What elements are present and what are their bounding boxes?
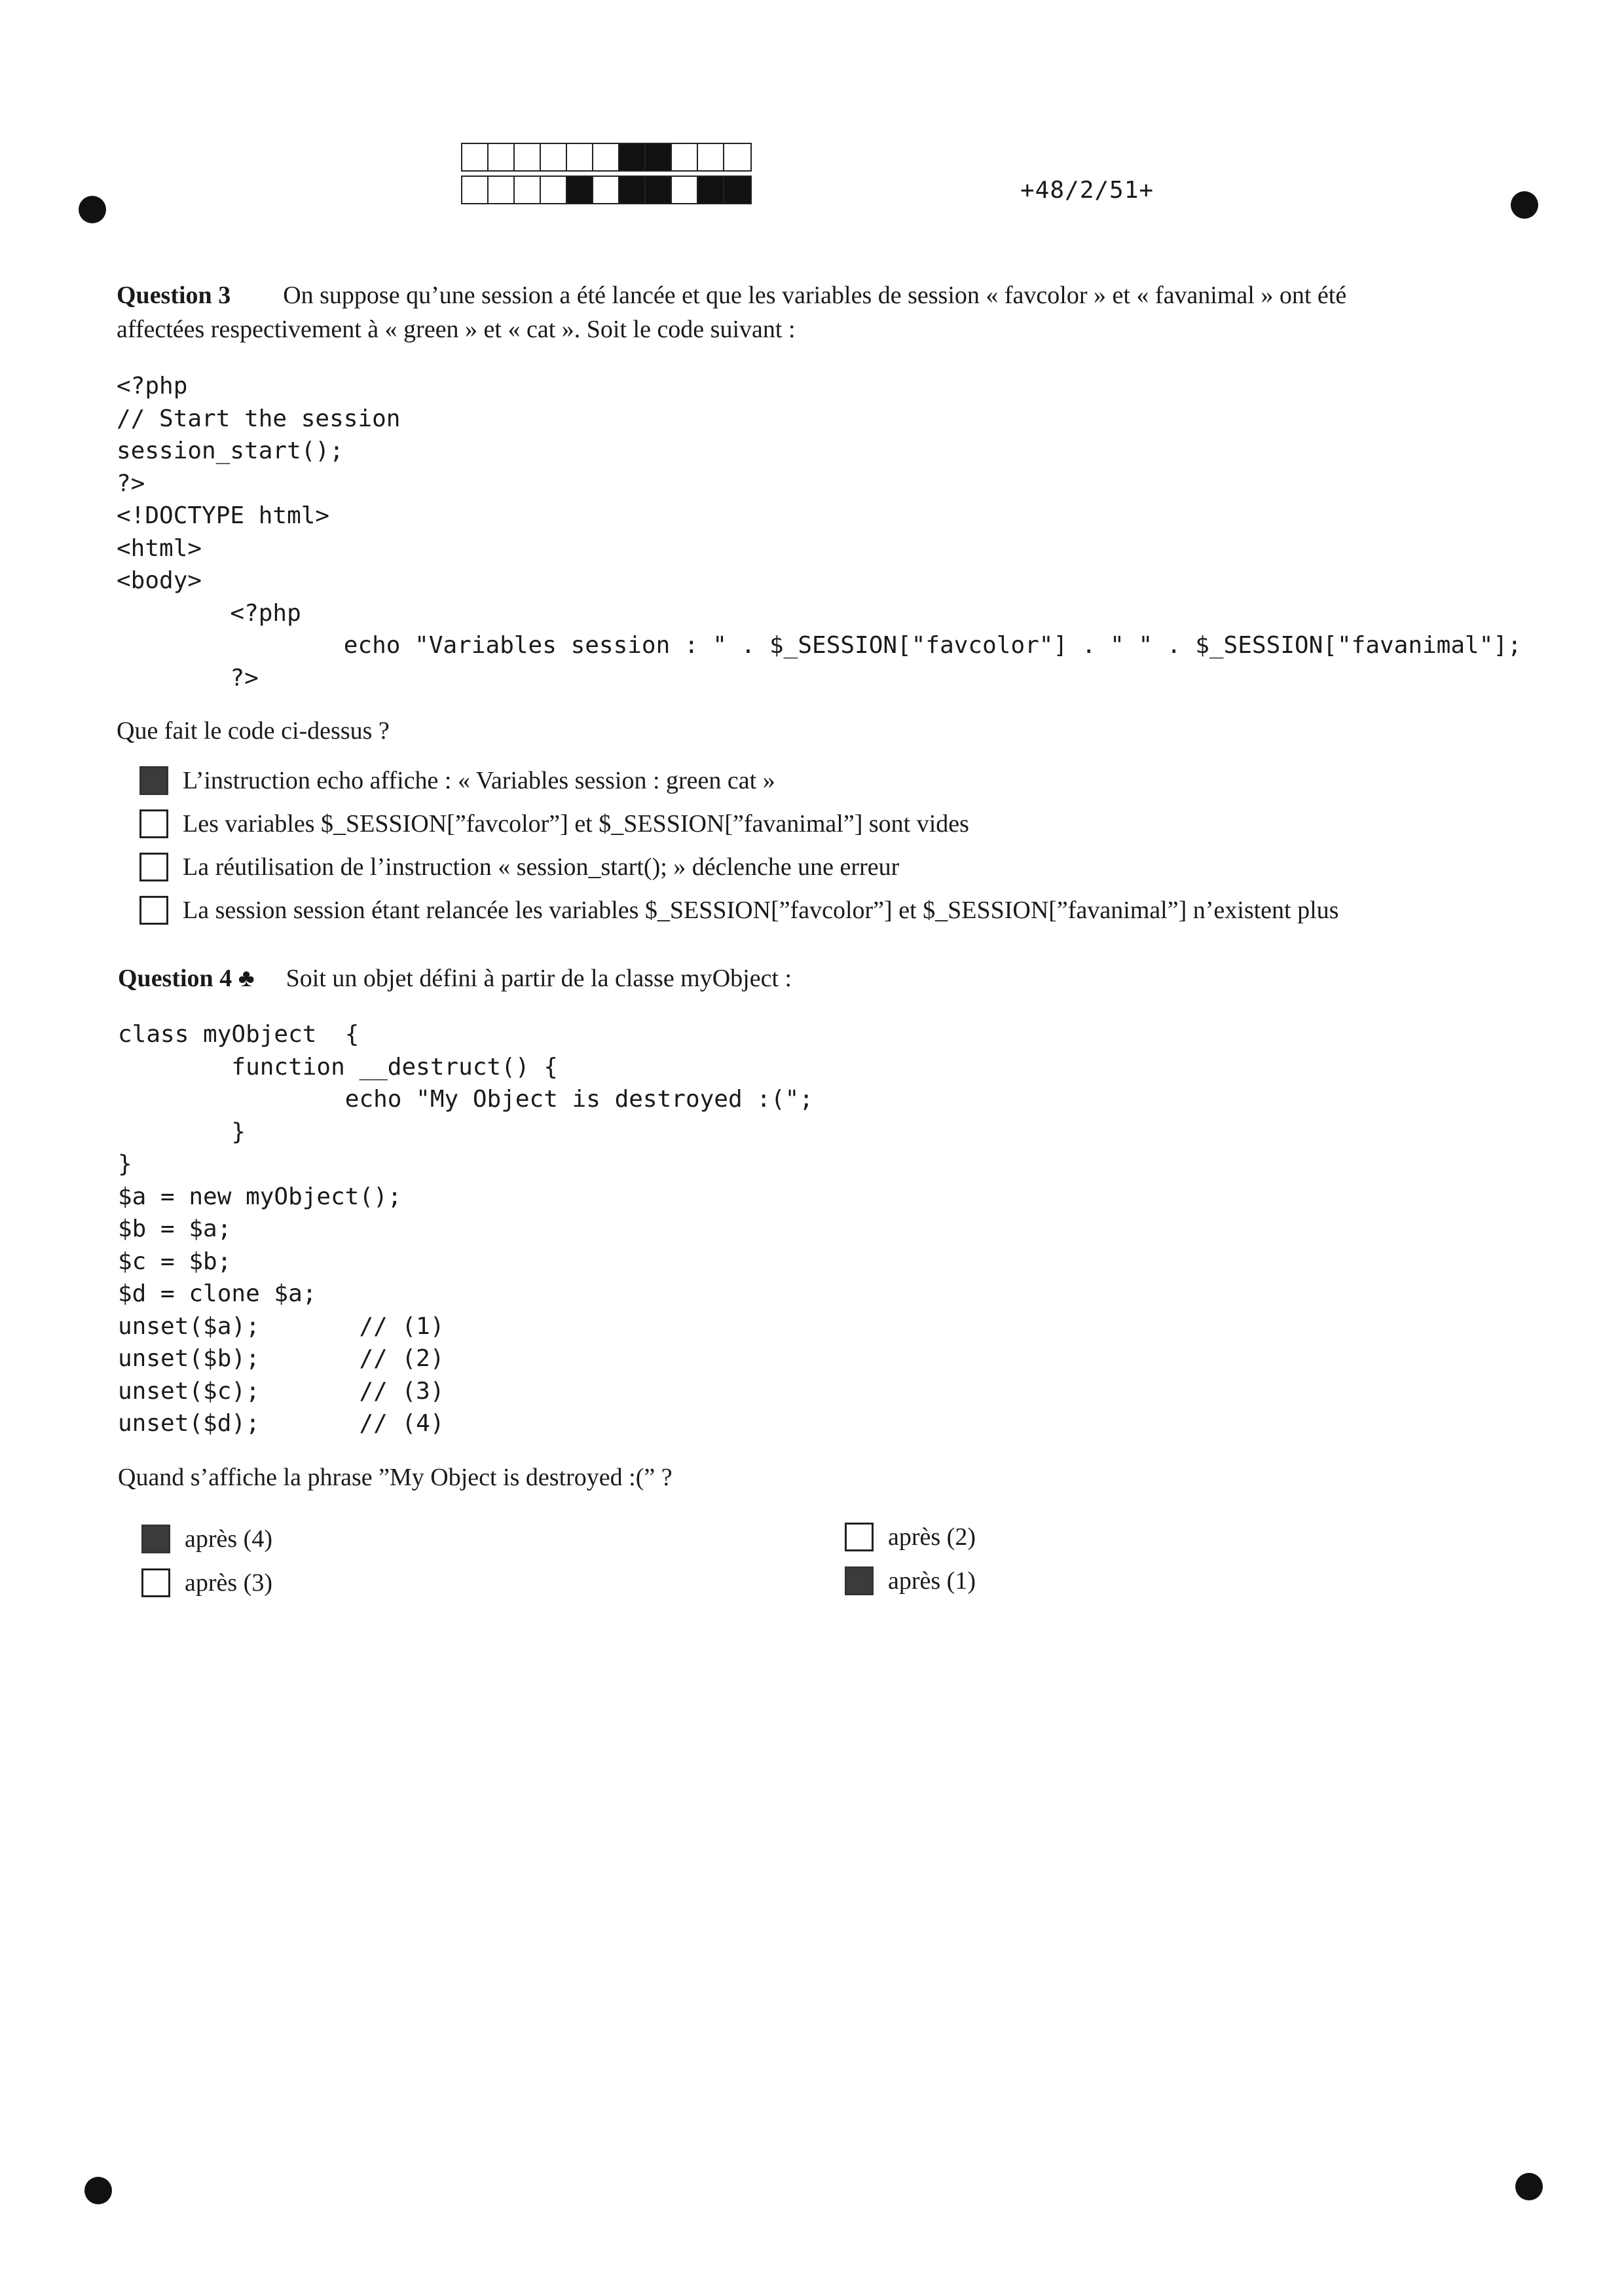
registration-mark [1515,2173,1543,2200]
code-cell [724,144,750,170]
choice-label: Les variables $_SESSION[”favcolor”] et $_SESSION[”favanimal”] sont vides [183,810,969,838]
club-icon: ♣ [238,965,255,992]
code-cell [646,144,672,170]
code-cell [724,177,750,203]
code-cell [646,177,672,203]
code-cell [619,177,646,203]
q4-text-line [118,961,792,995]
checkbox[interactable] [139,766,168,795]
code-cell [698,177,724,203]
code-cell [593,144,619,170]
registration-mark [1511,191,1538,219]
q3-choice[interactable] [139,766,775,795]
code-cell [619,144,646,170]
q3-text: On suppose qu’une session a été lancée et que les variables de session « favcolor » et « favanimal » ont été [283,282,1347,309]
choice-label: L’instruction echo affiche : « Variables session : green cat » [183,767,775,794]
q4-label: Question 4 [118,965,232,992]
page-code-boxes [461,143,752,172]
q4-choice[interactable] [141,1525,272,1553]
q4-text: Soit un objet défini à partir de la classe myObject : [286,965,792,992]
q3-text-line1 [117,278,1346,312]
code-cell [593,177,619,203]
choice-label: après (4) [185,1525,272,1553]
q3-text-line2: affectées respectivement à « green » et « cat ». Soit le code suivant : [117,316,796,343]
q4-choice[interactable] [845,1566,976,1595]
code-cell [567,177,593,203]
q3-choice[interactable] [139,809,969,838]
checkbox[interactable] [139,896,168,925]
checkbox[interactable] [845,1566,874,1595]
code-cell [567,144,593,170]
code-cell [698,144,724,170]
checkbox[interactable] [139,853,168,881]
choice-label: après (3) [185,1569,272,1597]
code-cell [515,177,541,203]
checkbox[interactable] [141,1525,170,1553]
code-cell [489,144,515,170]
code-cell [541,144,567,170]
code-cell [462,177,489,203]
q4-code-block: class myObject { function __destruct() { echo "My Object is destroyed :("; } } $a = new myObject(); $b = $a; $c = $b; $d = clone $a; unset($a); // (1) unset($b); // (2) unset($c); // (3) unset($d); // (4) [118,1021,814,1437]
q3-choice[interactable] [139,896,1338,925]
registration-mark [84,2177,112,2204]
code-cell [515,144,541,170]
code-cell [541,177,567,203]
checkbox[interactable] [845,1523,874,1551]
choice-label: La réutilisation de l’instruction « session_start(); » déclenche une erreur [183,853,900,881]
registration-mark [79,196,106,223]
q4-prompt: Quand s’affiche la phrase ”My Object is destroyed :(” ? [118,1464,673,1491]
choice-label: La session session étant relancée les variables $_SESSION[”favcolor”] et $_SESSION[”favanimal”] n’existent plus [183,897,1339,924]
choice-label: après (1) [888,1567,976,1595]
page-id: +48/2/51+ [1020,177,1154,204]
q3-choice[interactable] [139,853,899,881]
code-cell [672,144,698,170]
q3-label: Question 3 [117,282,231,309]
code-cell [489,177,515,203]
q3-code-block: <?php // Start the session session_start(); ?> <!DOCTYPE html> <html> <body> <?php echo "Variables session : " . $_SESSION["favcolor"] . " " . $_SESSION["favanimal"]; ?> [117,373,1522,692]
code-cell [462,144,489,170]
q4-choice[interactable] [845,1523,976,1551]
page-code-boxes [461,176,752,204]
choice-label: après (2) [888,1523,976,1551]
checkbox[interactable] [141,1568,170,1597]
code-cell [672,177,698,203]
q3-prompt: Que fait le code ci-dessus ? [117,717,390,745]
checkbox[interactable] [139,809,168,838]
q4-choice[interactable] [141,1568,272,1597]
